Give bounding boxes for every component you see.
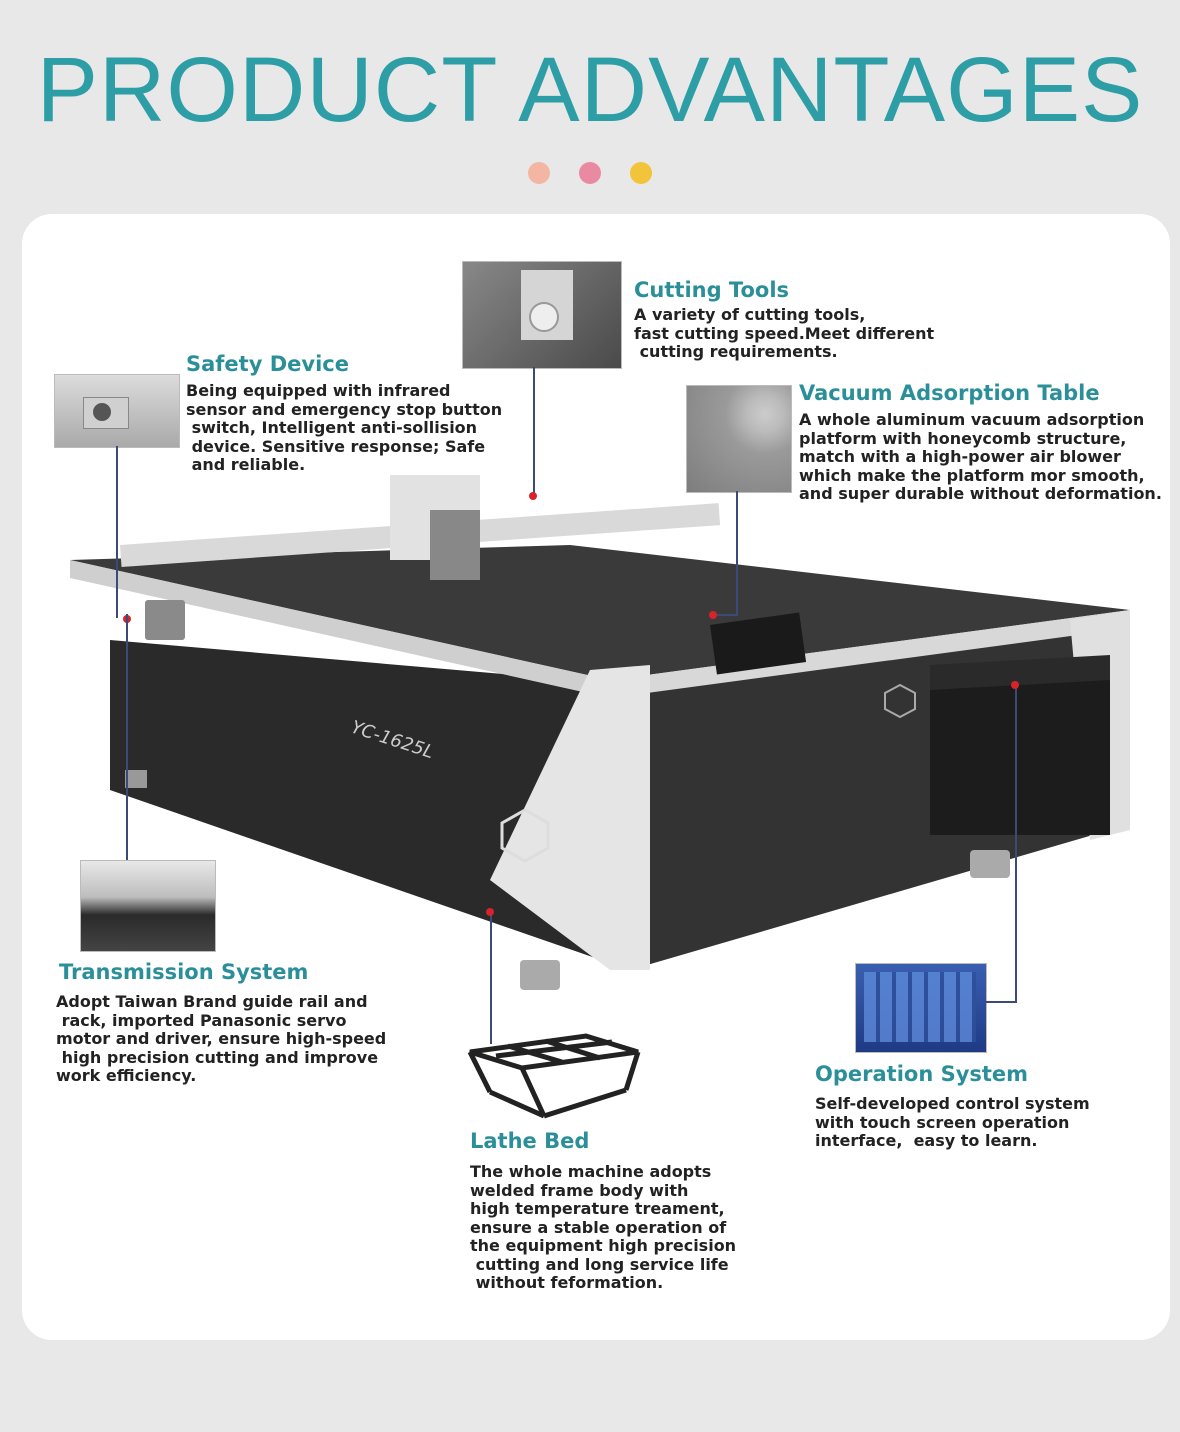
lathe-bed-leader	[490, 912, 492, 1044]
operation-system-leader	[1015, 685, 1017, 1003]
vacuum-table-leader-h	[714, 614, 738, 616]
operation-system-photo	[855, 963, 987, 1053]
cutting-tools-text: A variety of cutting tools, fast cutting speed.Meet different cutting requirements.	[634, 305, 935, 361]
cutting-tools-pin	[529, 492, 537, 500]
decorative-dots	[0, 162, 1180, 188]
lathe-bed-title: Lathe Bed	[470, 1129, 590, 1153]
vacuum-table-pin	[709, 611, 717, 619]
transmission-system-text: Adopt Taiwan Brand guide rail and rack, imported Panasonic servo motor and driver, ensure high-speed high precision cutting and improve work efficiency.	[56, 992, 387, 1085]
operation-system-text: Self-developed control system with touch screen operation interface, easy to learn.	[815, 1094, 1090, 1150]
operation-system-pin	[1011, 681, 1019, 689]
dot-pink	[579, 162, 601, 184]
transmission-system-leader	[126, 614, 128, 860]
page-title: PRODUCT ADVANTAGES	[36, 39, 1144, 141]
vacuum-table-photo	[686, 385, 792, 493]
safety-device-text: Being equipped with infrared sensor and emergency stop button switch, Intelligent anti-sollision device. Sensitive response; Safe and reliable.	[186, 381, 503, 474]
cutting-tools-photo	[462, 261, 622, 369]
cutting-tools-leader	[533, 367, 535, 497]
lathe-bed-pin	[486, 908, 494, 916]
safety-device-title: Safety Device	[186, 352, 349, 376]
vacuum-table-title: Vacuum Adsorption Table	[799, 381, 1100, 405]
lathe-bed-frame-icon	[466, 1032, 642, 1122]
transmission-system-title: Transmission System	[59, 960, 309, 984]
operation-system-title: Operation System	[815, 1062, 1029, 1086]
vacuum-table-text: A whole aluminum vacuum adsorption platform with honeycomb structure, match with a high-power air blower which make the platform mor smooth, and super durable without deformation.	[799, 410, 1162, 503]
dot-yellow	[630, 162, 652, 184]
lathe-bed-text: The whole machine adopts welded frame body with high temperature treament, ensure a stable operation of the equipment high precision cutting and long service life without feformation.	[470, 1162, 737, 1292]
vacuum-table-leader	[736, 491, 738, 616]
safety-device-photo	[54, 374, 180, 448]
transmission-system-photo	[80, 860, 216, 952]
model-label: YC-1625L	[348, 716, 437, 764]
dot-peach	[528, 162, 550, 184]
safety-device-leader	[116, 446, 118, 618]
operation-system-leader-h	[985, 1001, 1017, 1003]
cutting-tools-title: Cutting Tools	[634, 278, 790, 302]
